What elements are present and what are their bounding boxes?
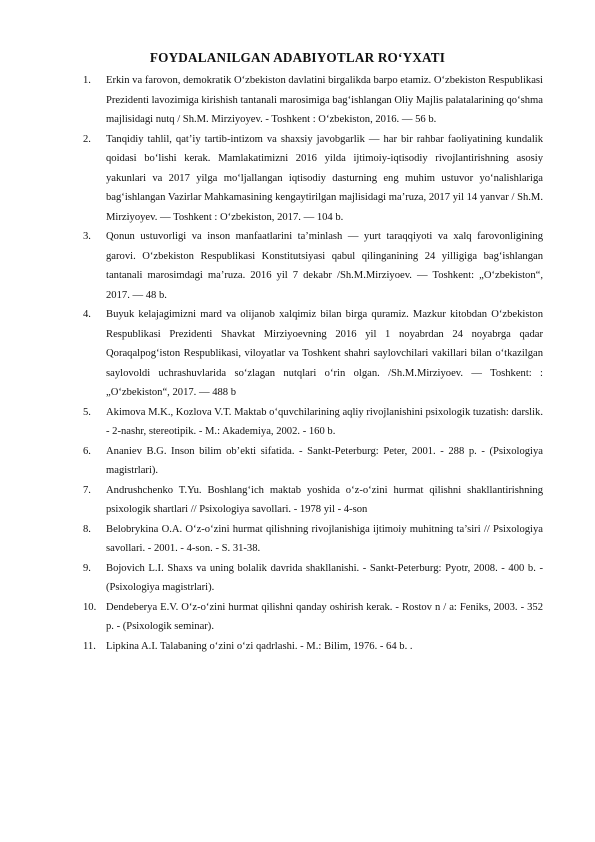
reference-text: Belobrykina O.A. O‘z-o‘zini hurmat qilishning rivojlanishiga ijtimoiy muhitning ta’siri // Psixologiya savollari. - 2001. - 4-son. - S. 31-38. xyxy=(106,523,543,554)
reference-number: 10. xyxy=(83,601,97,613)
reference-text: Tanqidiy tahlil, qat’iy tartib-intizom va shaxsiy javobgarlik — har bir rahbar faoliyatining kundalik qoidasi bo‘lishi kerak. Mamlakatimizni 2016 yilda ijtimoiy-iqtisodiy rivojlantirishning asosiy yakunlari va 2017 yilga mo‘ljallangan iqtisodiy dasturning eng muhim ustuvor yo‘nalishlariga bag‘ishlangan Vazirlar Mahkamasining kengaytirilgan majlisidagi ma’ruza, 2017 yil 14 yanvar / Sh.M. Mirziyoyev. — Toshkent : O‘zbekiston, 2017. — 104 b. xyxy=(106,133,543,223)
reference-number: 8. xyxy=(83,523,91,535)
reference-list xyxy=(83,71,543,656)
reference-text: Andrushchenko T.Yu. Boshlang‘ich maktab yoshida o‘z-o‘zini hurmat qilishni shakllantirishning psixologik shartlari // Psixologiya savollari. - 1978 yil - 4-son xyxy=(106,484,543,515)
reference-item xyxy=(83,403,543,442)
reference-number: 4. xyxy=(83,309,91,320)
reference-number: 9. xyxy=(83,562,91,574)
reference-number: 3. xyxy=(83,231,91,242)
reference-item xyxy=(83,305,543,403)
reference-text: Qonun ustuvorligi va inson manfaatlarini ta’minlash — yurt taraqqiyoti va xalq farovonligining garovi. O‘zbekiston Respublikasi Konstitutsiyasi qabul qilinganining 24 yilligiga bag‘ishlangan tantanali marosimdagi ma’ruza. 2016 yil 7 dekabr /Sh.M.Mirziyoev. — Toshkent: „O‘zbekiston“, 2017. — 48 b. xyxy=(106,231,543,301)
reference-item xyxy=(83,442,543,481)
reference-item xyxy=(83,559,543,598)
reference-item xyxy=(83,520,543,559)
reference-number: 5. xyxy=(83,406,91,418)
reference-number: 2. xyxy=(83,133,91,145)
page-title: FOYDALANILGAN ADABIYOTLAR RO‘YXATI xyxy=(149,50,446,65)
reference-text: Erkin va farovon, demokratik O‘zbekiston davlatini birgalikda barpo etamiz. O‘zbekiston Respublikasi Prezidenti lavozimiga kirishish tantanali marosimiga bag‘ishlangan Oliy Majlis palatalarining qo‘shma majlisidagi nutq / Sh.M. Mirziyoyev. - Toshkent : O‘zbekiston, 2016. — 56 b. xyxy=(106,75,543,125)
reference-item xyxy=(83,598,543,637)
reference-text: Ananiev B.G. Inson bilim ob’ekti sifatida. - Sankt-Peterburg: Peter, 2001. - 288 p. - (Psixologiya magistrlari). xyxy=(106,445,543,476)
reference-item xyxy=(83,481,543,520)
reference-item xyxy=(83,637,543,657)
reference-text: Akimova M.K., Kozlova V.T. Maktab o‘quvchilarining aqliy rivojlanishini psixologik tuzatish: darslik. - 2-nashr, stereotipik. - M.: Akademiya, 2002. - 160 b. xyxy=(106,406,543,437)
reference-number: 7. xyxy=(83,484,91,496)
reference-number: 11. xyxy=(83,640,96,652)
reference-number: 1. xyxy=(83,75,91,86)
reference-text: Bojovich L.I. Shaxs va uning bolalik davrida shakllanishi. - Sankt-Peterburg: Pyotr, 2008. - 400 b. - (Psixologiya magistrlari). xyxy=(106,562,543,593)
reference-text: Lipkina A.I. Talabaning o‘zini o‘zi qadrlashi. - M.: Bilim, 1976. - 64 b. . xyxy=(106,640,413,652)
reference-item xyxy=(83,130,543,228)
reference-text: Dendeberya E.V. O‘z-o‘zini hurmat qilishni qanday oshirish kerak. - Rostov n / a: Feniks, 2003. - 352 p. - (Psixologik seminar). xyxy=(106,601,543,632)
reference-item xyxy=(83,71,543,130)
reference-number: 6. xyxy=(83,445,91,457)
reference-item xyxy=(83,227,543,305)
reference-text: Buyuk kelajagimizni mard va olijanob xalqimiz bilan birga quramiz. Mazkur kitobdan O‘zbekiston Respublikasi Prezidenti Shavkat Mirziyoevning 2016 yil 1 noyabrdan 24 noyabrga qadar Qoraqalpog‘iston Respublikasi, viloyatlar va Toshkent shahri saylovchilari vakillari bilan o‘tkazilgan saylovoldi uchrashuvlarida so‘zlagan nutqlari o‘rin olgan. /Sh.M.Mirziyoev. — Toshkent: : „O‘zbekiston“, 2017. — 488 b xyxy=(106,309,543,398)
